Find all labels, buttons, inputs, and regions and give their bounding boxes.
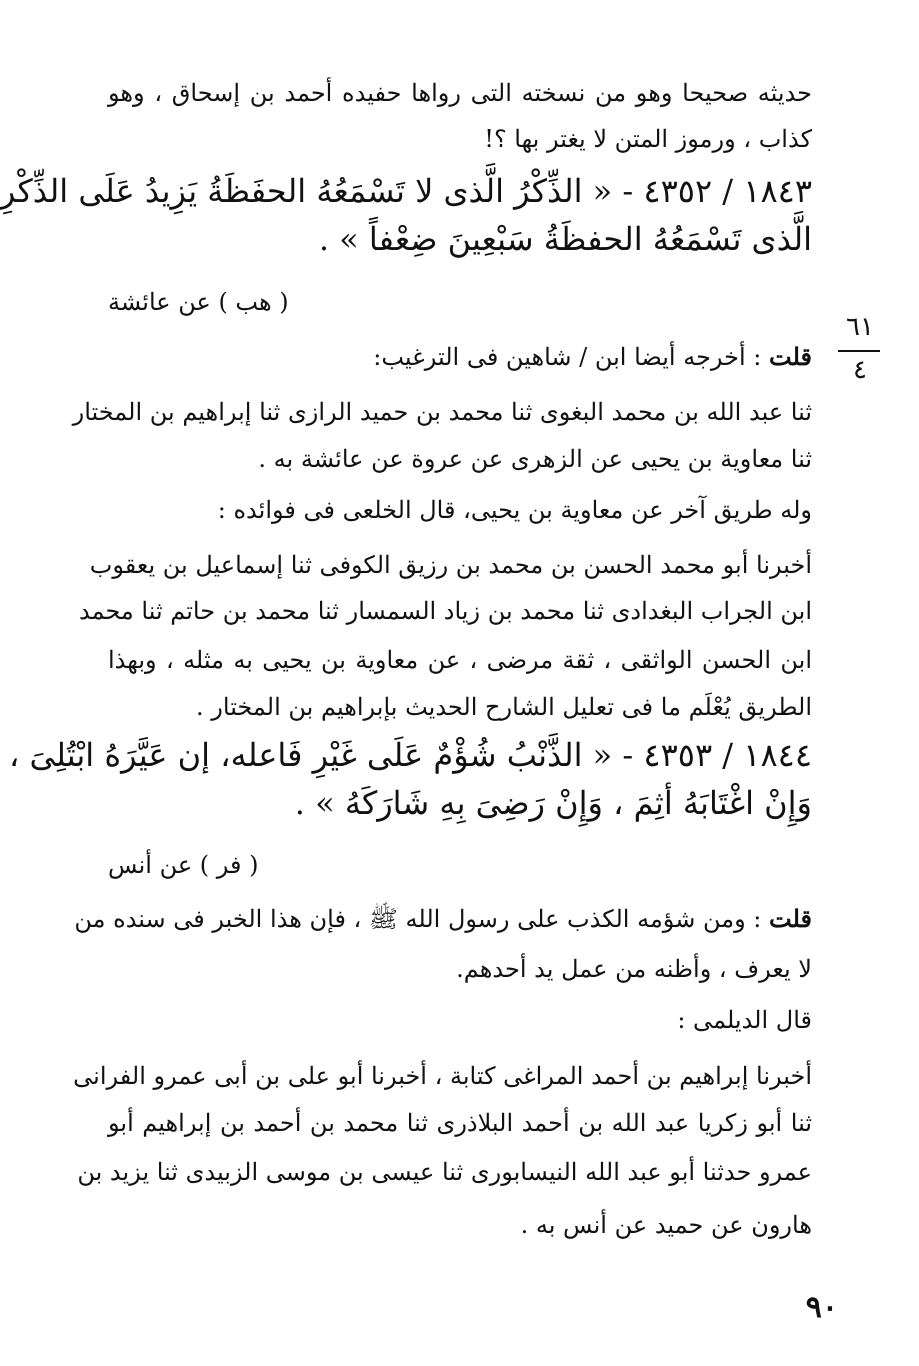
text-line-13: ثنا أبو زكريا عبد الله بن أحمد البلاذرى ثنا محمد بن أحمد بن إبراهيم أبو bbox=[108, 1109, 812, 1137]
margin-rule bbox=[838, 350, 880, 352]
text-line-2: كذاب ، ورموز المتن لا يغتر بها ؟! bbox=[484, 125, 812, 153]
text-line-14: عمرو حدثنا أبو عبد الله النيسابورى ثنا عيسى بن موسى الزبيدى ثنا يزيد بن bbox=[77, 1158, 812, 1186]
text-line-4: ثنا معاوية بن يحيى عن الزهرى عن عروة عن عائشة به . bbox=[258, 445, 812, 473]
hadith-1843-line-2: الَّذى تَسْمَعُهُ الحفظَةُ سَبْعِينَ ضِعْفاً » . bbox=[318, 220, 812, 258]
qult-paragraph-1 bbox=[108, 340, 812, 374]
text-line-15: هارون عن حميد عن أنس به . bbox=[520, 1211, 812, 1239]
page-number: ٩٠ bbox=[805, 1290, 838, 1325]
text-line-1: حديثه صحيحا وهو من نسخته التى رواها حفيده أحمد بن إسحاق ، وهو bbox=[108, 79, 812, 107]
text-line-8: ابن الحسن الواثقى ، ثقة مرضى ، عن معاوية بن يحيى به مثله ، وبهذا bbox=[108, 646, 812, 674]
text-line-12: أخبرنا إبراهيم بن أحمد المراغى كتابة ، أخبرنا أبو على بن أبى عمرو الفرانى bbox=[73, 1062, 812, 1090]
text-line-6: أخبرنا أبو محمد الحسن بن محمد بن رزيق الكوفى ثنا إسماعيل بن يعقوب bbox=[89, 551, 812, 579]
text-line-10: لا يعرف ، وأظنه من عمل يد أحدهم. bbox=[456, 955, 812, 983]
text-line-7: ابن الجراب البغدادى ثنا محمد بن زياد السمسار ثنا محمد بن حاتم ثنا محمد bbox=[78, 597, 812, 625]
hadith-1844-source: ( فر ) عن أنس bbox=[108, 851, 259, 879]
hadith-1844-line-2: وَإِنْ اغْتَابَهُ أثِمَ ، وَإِنْ رَضِىَ بِهِ شَارَكَهُ » . bbox=[294, 784, 812, 822]
qult-paragraph-2 bbox=[74, 902, 812, 936]
text-line-11: قال الديلمى : bbox=[677, 1006, 812, 1034]
margin-folio-bottom: ٤ bbox=[853, 355, 867, 385]
qult-text: : أخرجه أيضا ابن / شاهين فى الترغيب: bbox=[373, 343, 762, 371]
text-line-5: وله طريق آخر عن معاوية بن يحيى، قال الخلعى فى فوائده : bbox=[217, 496, 812, 524]
text-line-9: الطريق يُعْلَم ما فى تعليل الشارح الحديث بإبراهيم بن المختار . bbox=[196, 693, 812, 721]
hadith-1844-line-1: ١٨٤٤ / ٤٣٥٣ - « الذَّنْبُ شُؤْمٌ عَلَى غَيْرِ فَاعله، إن عَيَّرَهُ ابْتُلِىَ ، bbox=[8, 736, 812, 774]
qult-label: قلت bbox=[769, 342, 812, 371]
text-line-3: ثنا عبد الله بن محمد البغوى ثنا محمد بن حميد الرازى ثنا إبراهيم بن المختار bbox=[72, 398, 812, 426]
hadith-1843-source: ( هب ) عن عائشة bbox=[108, 288, 289, 316]
qult-label: قلت bbox=[769, 904, 812, 933]
hadith-1843-line-1: ١٨٤٣ / ٤٣٥٢ - « الذِّكْرُ الَّذى لا تَسْمَعُهُ الحفَظَةُ يَزِيدُ عَلَى الذِّكْرِ bbox=[0, 172, 812, 210]
margin-folio-top: ٦١ bbox=[846, 312, 874, 342]
qult-text: : ومن شؤمه الكذب على رسول الله ﷺ ، فإن هذا الخبر فى سنده من bbox=[74, 905, 762, 933]
